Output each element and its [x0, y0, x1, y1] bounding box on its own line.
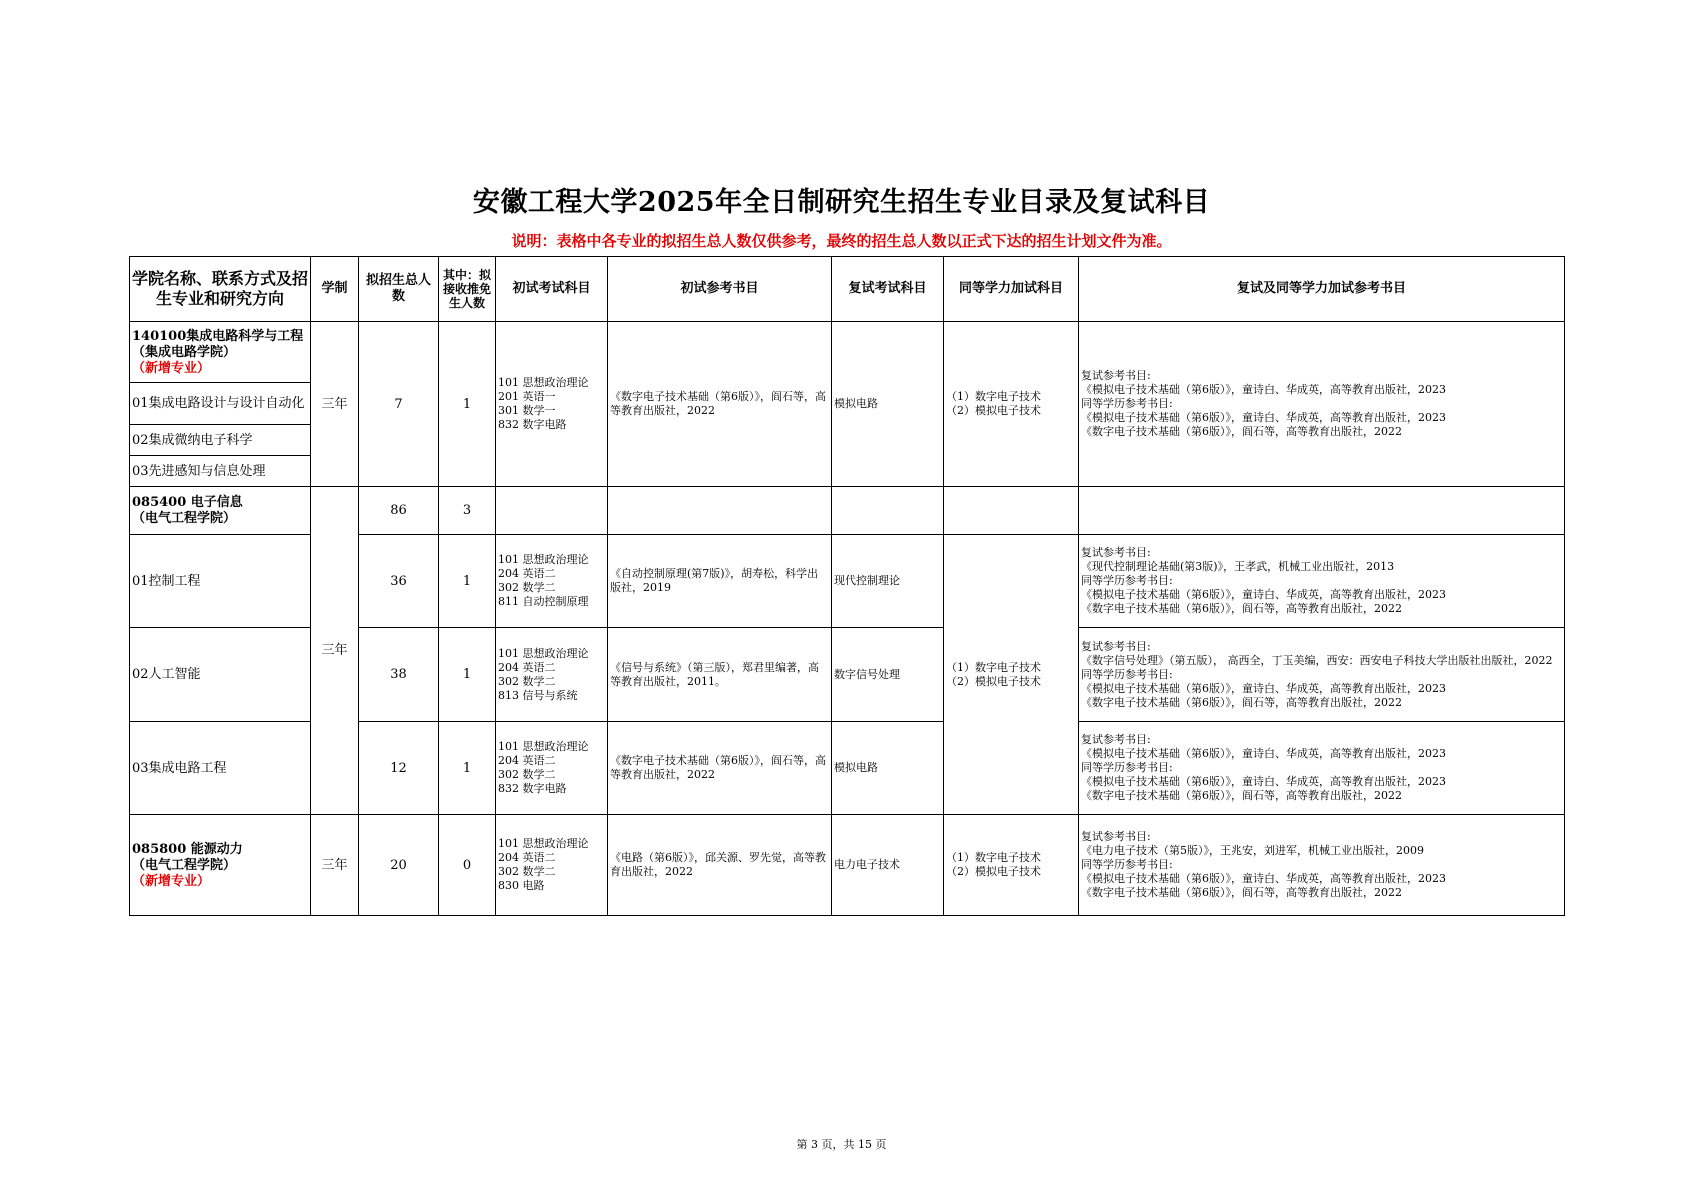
- header-prelim-books: 初试参考书目: [608, 257, 832, 322]
- direction-cell: 03集成电路工程: [130, 722, 311, 815]
- empty-cell: [832, 487, 944, 535]
- equiv-subject-cell: （1）数字电子技术 （2）模拟电子技术: [944, 535, 1079, 815]
- exempt-cell: 1: [439, 722, 496, 815]
- prelim-subjects-cell: 101 思想政治理论 204 英语二 302 数学二 811 自动控制原理: [496, 535, 608, 628]
- retest-subject-cell: 现代控制理论: [832, 535, 944, 628]
- catalog-table: [129, 256, 1565, 916]
- duration-cell: 三年: [311, 487, 359, 815]
- major-name: 085800 能源动力: [132, 841, 243, 857]
- prelim-subjects-cell: 101 思想政治理论 201 英语一 301 数学一 832 数字电路: [496, 322, 608, 487]
- retest-books-cell: 复试参考书目: 《数字信号处理》（第五版）， 高西全，丁玉美编，西安：西安电子科技大学出版社出版社，2022 同等学历参考书目: 《模拟电子技术基础（第6版）》，童诗白、华成英，高等教育出版社，2023 《数字电子技术基础（第6版）》，阎石等，高等教育出版社，2022: [1079, 628, 1565, 722]
- empty-cell: [496, 487, 608, 535]
- retest-books-cell: 复试参考书目: 《现代控制理论基础(第3版)》，王孝武，机械工业出版社，2013 同等学历参考书目: 《模拟电子技术基础（第6版）》，童诗白、华成英，高等教育出版社，2023 《数字电子技术基础（第6版）》，阎石等，高等教育出版社，2022: [1079, 535, 1565, 628]
- major-cell: [130, 322, 311, 383]
- empty-cell: [608, 487, 832, 535]
- prelim-books-cell: 《数字电子技术基础（第6版）》，阎石等，高等教育出版社，2022: [608, 322, 832, 487]
- direction-cell: 02人工智能: [130, 628, 311, 722]
- header-prelim-subjects: 初试考试科目: [496, 257, 608, 322]
- exempt-cell: 1: [439, 535, 496, 628]
- page-footer: 第 3 页，共 15 页: [796, 1138, 887, 1151]
- direction-cell: 01控制工程: [130, 535, 311, 628]
- new-major-tag: （新增专业）: [132, 360, 211, 376]
- exempt-cell: 0: [439, 815, 496, 916]
- direction-cell: 02集成微纳电子科学: [130, 425, 311, 456]
- retest-books-cell: 复试参考书目: 《模拟电子技术基础（第6版）》，童诗白、华成英，高等教育出版社，2023 同等学历参考书目: 《模拟电子技术基础（第6版）》，童诗白、华成英，高等教育出版社，2023 《数字电子技术基础（第6版）》，阎石等，高等教育出版社，2022: [1079, 722, 1565, 815]
- quota-cell: 20: [359, 815, 439, 916]
- empty-cell: [1079, 487, 1565, 535]
- retest-subject-cell: 数字信号处理: [832, 628, 944, 722]
- table-row: [130, 487, 1565, 535]
- header-retest-books: 复试及同等学力加试参考书目: [1079, 257, 1565, 322]
- equiv-subject-cell: （1）数字电子技术 （2）模拟电子技术: [944, 322, 1079, 487]
- header-retest-subject: 复试考试科目: [832, 257, 944, 322]
- header-equiv-subject: 同等学力加试科目: [944, 257, 1079, 322]
- table-row: [130, 815, 1565, 916]
- major-name: 085400 电子信息: [132, 494, 243, 510]
- duration-cell: 三年: [311, 815, 359, 916]
- quota-cell: 86: [359, 487, 439, 535]
- prelim-books-cell: 《自动控制原理(第7版)》，胡寿松，科学出版社，2019: [608, 535, 832, 628]
- header-quota: 拟招生总人数: [359, 257, 439, 322]
- equiv-subject-cell: （1）数字电子技术 （2）模拟电子技术: [944, 815, 1079, 916]
- header-exempt: 其中：拟接收推免生人数: [439, 257, 496, 322]
- prelim-books-cell: 《数字电子技术基础（第6版）》，阎石等，高等教育出版社，2022: [608, 722, 832, 815]
- retest-books-cell: 复试参考书目: 《模拟电子技术基础（第6版）》，童诗白、华成英，高等教育出版社，2023 同等学历参考书目: 《模拟电子技术基础（第6版）》，童诗白、华成英，高等教育出版社，2023 《数字电子技术基础（第6版）》，阎石等，高等教育出版社，2022: [1079, 322, 1565, 487]
- retest-books-cell: 复试参考书目: 《电力电子技术（第5版）》，王兆安，刘进军，机械工业出版社，2009 同等学历参考书目: 《模拟电子技术基础（第6版）》，童诗白、华成英，高等教育出版社，2023 《数字电子技术基础（第6版）》，阎石等，高等教育出版社，2022: [1079, 815, 1565, 916]
- notice-text: 说明：表格中各专业的拟招生总人数仅供参考，最终的招生总人数以正式下达的招生计划文件为准。: [511, 232, 1172, 250]
- prelim-subjects-cell: 101 思想政治理论 204 英语二 302 数学二 832 数字电路: [496, 722, 608, 815]
- exempt-cell: 1: [439, 628, 496, 722]
- major-cell: [130, 815, 311, 916]
- quota-cell: 12: [359, 722, 439, 815]
- empty-cell: [944, 487, 1079, 535]
- retest-subject-cell: 模拟电路: [832, 322, 944, 487]
- duration-cell: 三年: [311, 322, 359, 487]
- prelim-books-cell: 《信号与系统》（第三版），郑君里编著，高等教育出版社，2011。: [608, 628, 832, 722]
- major-cell: [130, 487, 311, 535]
- direction-cell: 01集成电路设计与设计自动化: [130, 383, 311, 425]
- major-name: 140100集成电路科学与工程: [132, 328, 304, 344]
- college-name: （电气工程学院）: [132, 857, 237, 873]
- quota-cell: 36: [359, 535, 439, 628]
- new-major-tag: （新增专业）: [132, 873, 211, 889]
- quota-cell: 38: [359, 628, 439, 722]
- page-title: 安徽工程大学2025年全日制研究生招生专业目录及复试科目: [472, 187, 1211, 218]
- prelim-subjects-cell: 101 思想政治理论 204 英语二 302 数学二 830 电路: [496, 815, 608, 916]
- header-duration: 学制: [311, 257, 359, 322]
- retest-subject-cell: 电力电子技术: [832, 815, 944, 916]
- direction-cell: 03先进感知与信息处理: [130, 456, 311, 487]
- header-row: [130, 257, 1565, 322]
- prelim-subjects-cell: 101 思想政治理论 204 英语二 302 数学二 813 信号与系统: [496, 628, 608, 722]
- exempt-cell: 1: [439, 322, 496, 487]
- college-name: （集成电路学院）: [132, 344, 237, 360]
- header-college: 学院名称、联系方式及招生专业和研究方向: [130, 257, 311, 322]
- exempt-cell: 3: [439, 487, 496, 535]
- prelim-books-cell: 《电路（第6版）》，邱关源、罗先觉，高等教育出版社，2022: [608, 815, 832, 916]
- retest-subject-cell: 模拟电路: [832, 722, 944, 815]
- quota-cell: 7: [359, 322, 439, 487]
- college-name: （电气工程学院）: [132, 510, 237, 526]
- table-row: [130, 322, 1565, 383]
